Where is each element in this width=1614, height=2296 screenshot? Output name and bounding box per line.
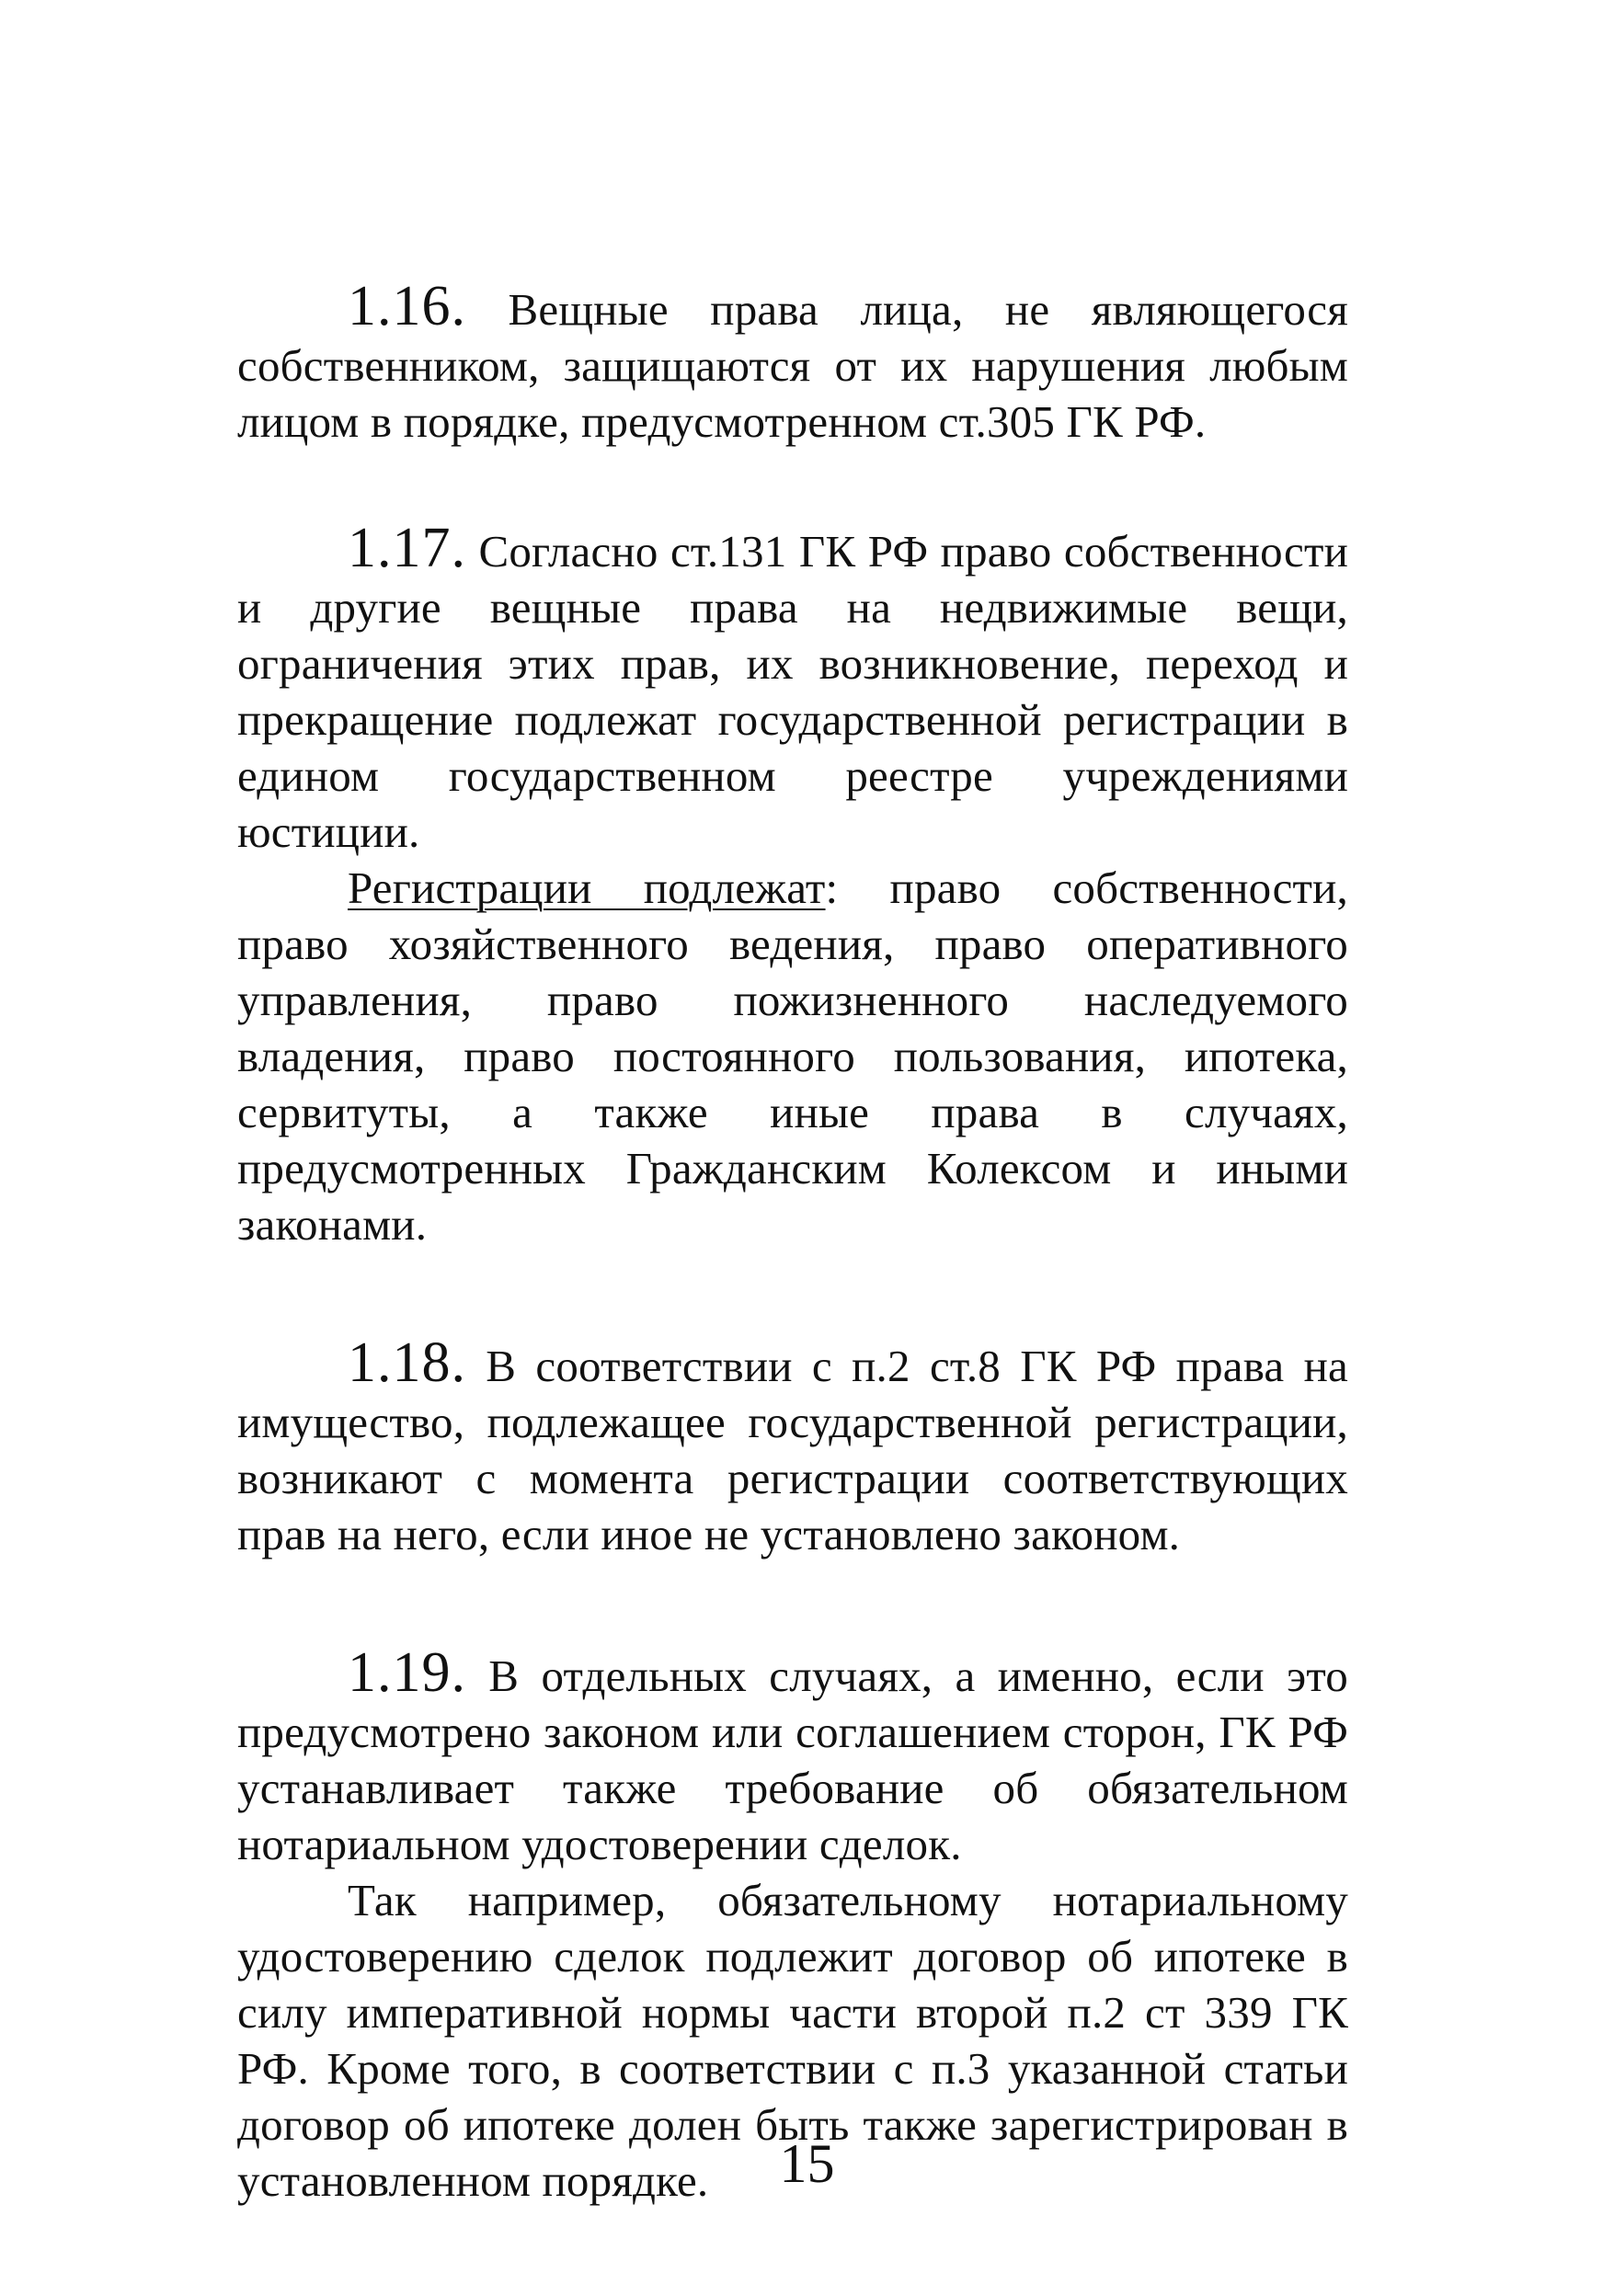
paragraph-number: 1.16. — [348, 275, 466, 337]
paragraph-1-17 — [237, 517, 1348, 860]
paragraph-text: В отдельных случаях, а именно, если это предусмотрено законом или соглашением сторон, ГК РФ устанавливает также требование об обязательном нотариальном удостоверении сделок. — [237, 1651, 1348, 1869]
paragraph-1-19 — [237, 1641, 1348, 1872]
paragraph-text: Согласно ст.131 ГК РФ право собственности и другие вещные права на недвижимые вещи, ограничения этих прав, их возникновение, переход и прекращение подлежат государственной регистрации в едином государственном реестре учреждениями юстиции. — [237, 526, 1348, 857]
paragraph-text: : право собственности, право хозяйственного ведения, право оперативного управления, право пожизненного наследуемого владения, право постоянного пользования, ипотека, сервитуты, а также иные права в случаях, предусмотренных Гражданским Колексом и иными законами. — [237, 862, 1349, 1250]
paragraph-1-16 — [237, 275, 1348, 450]
paragraph-text: В соответствии с п.2 ст.8 ГК РФ права на имущество, подлежащее государственной регистрации, возникают с момента регистрации соответствующих прав на него, если иное не установлено законом. — [237, 1341, 1349, 1559]
registration-heading: Регистрации подлежат — [348, 862, 826, 913]
text-column — [237, 275, 1349, 2209]
paragraph-number: 1.17. — [348, 517, 466, 579]
paragraph-text: Вещные права лица, не являющегося собственником, защищаются от их нарушения любым лицом в порядке, предусмотренном ст.305 ГК РФ. — [237, 284, 1348, 447]
paragraph-number: 1.18. — [348, 1331, 466, 1394]
page-number: 15 — [779, 2133, 835, 2194]
paragraph-1-18 — [237, 1331, 1349, 1562]
paragraph-registration — [237, 860, 1348, 1252]
paragraph-text: Так например, обязательному нотариальному удостоверению сделок подлежит договор об ипотеке в силу императивной нормы части второй п.2 ст 339 ГК РФ. Кроме того, в соответствии с п.3 указанной статьи договор об ипотеке долен быть также зарегистрирован в установленном порядке. — [237, 1875, 1348, 2206]
paragraph-number: 1.19. — [348, 1641, 466, 1704]
